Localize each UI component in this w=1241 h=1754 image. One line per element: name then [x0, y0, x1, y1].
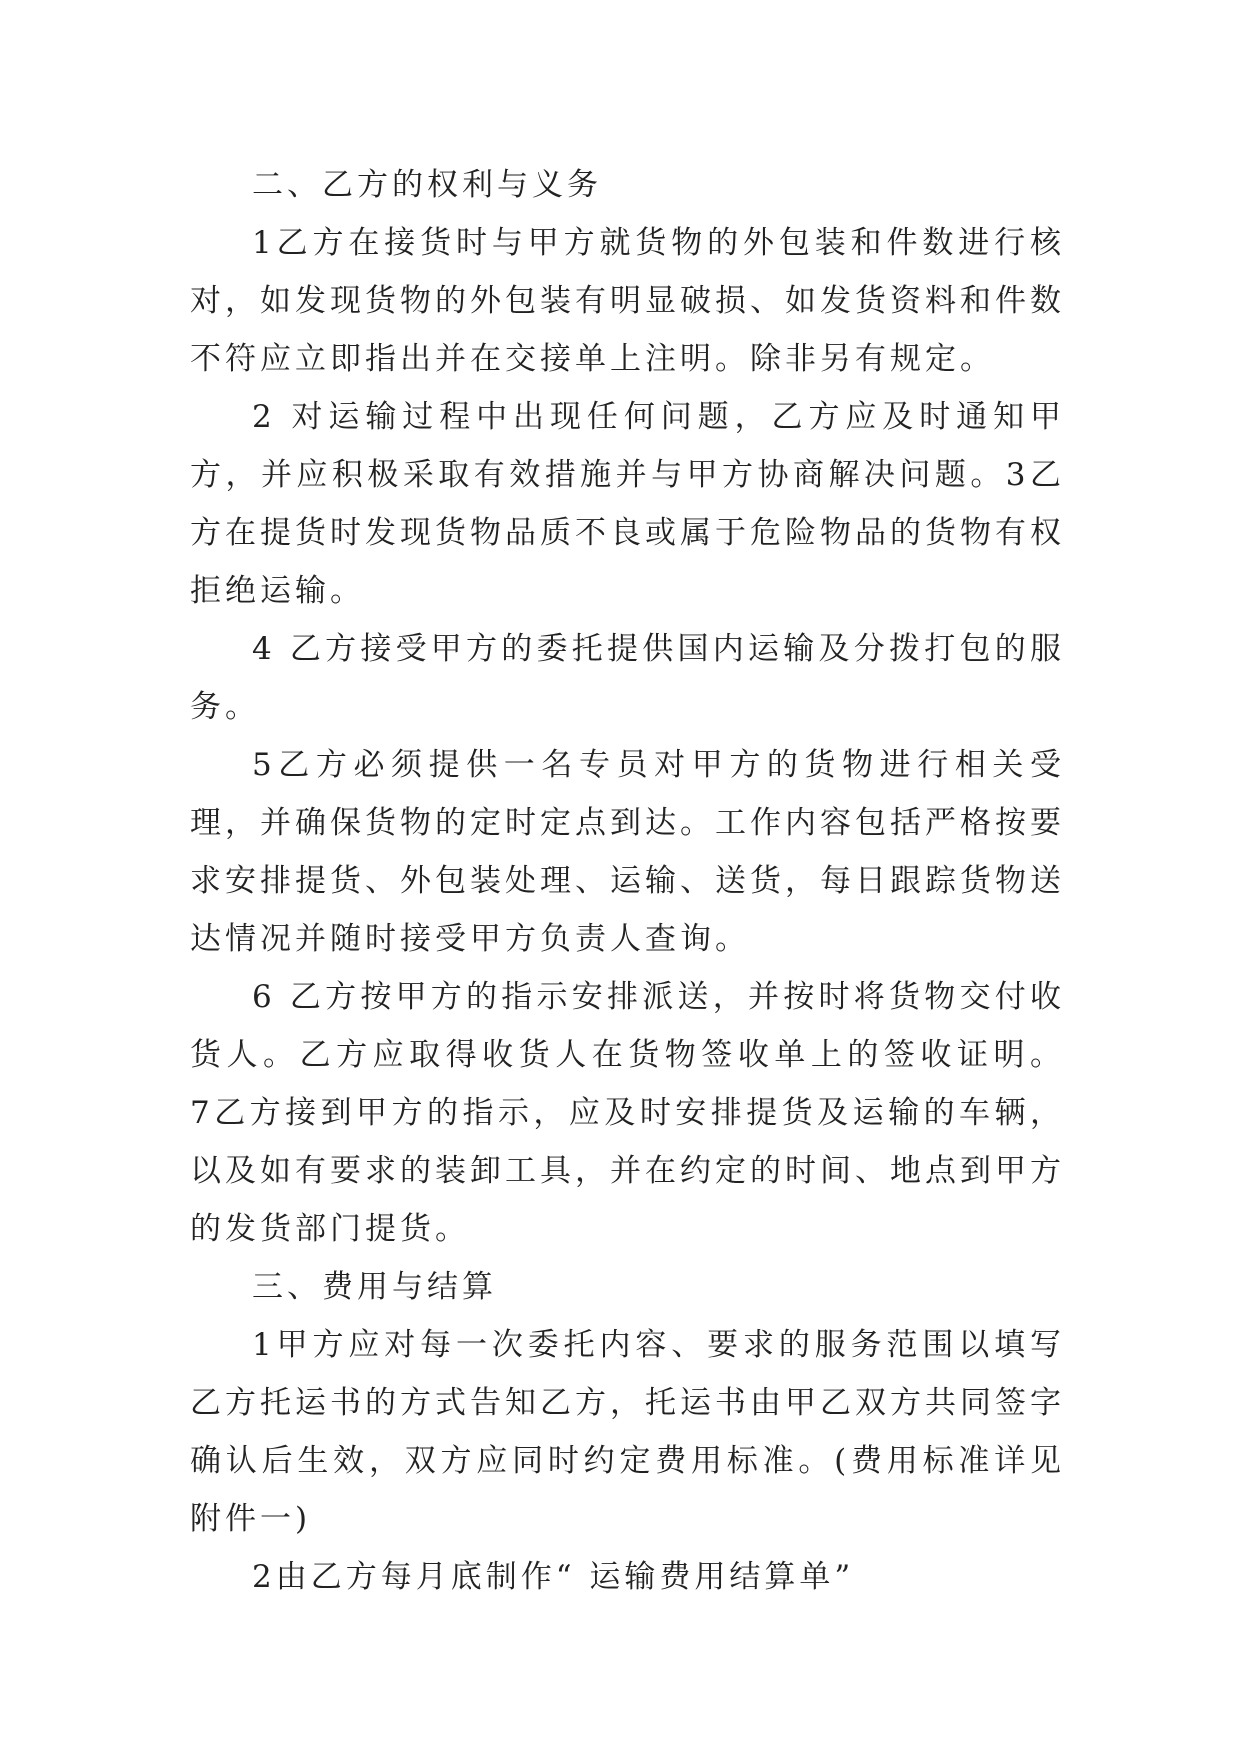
section-heading-party-b-rights: 二、乙方的权利与义务 — [252, 167, 602, 203]
section-heading-fees-settlement: 三、费用与结算 — [252, 1269, 497, 1305]
paragraph-entrusted-services: 4 乙方接受甲方的委托提供国内运输及分拨打包的服务。 — [190, 631, 1065, 725]
paragraph-goods-inspection: 1乙方在接货时与甲方就货物的外包装和件数进行核对，如发现货物的外包装有明显破损、如发货资料和件数不符应立即指出并在交接单上注明。除非另有规定。 — [190, 225, 1065, 377]
paragraph-fee-standard: 1甲方应对每一次委托内容、要求的服务范围以填写乙方托运书的方式告知乙方，托运书由甲乙双方共同签字确认后生效，双方应同时约定费用标准。(费用标准详见附件一) — [190, 1327, 1065, 1537]
paragraph-transport-problems: 2 对运输过程中出现任何问题，乙方应及时通知甲方，并应积极采取有效措施并与甲方协商解决问题。3乙方在提货时发现货物品质不良或属于危险物品的货物有权拒绝运输。 — [190, 399, 1065, 609]
paragraph-delivery-instructions: 6 乙方按甲方的指示安排派送，并按时将货物交付收货人。乙方应取得收货人在货物签收单上的签收证明。 7乙方接到甲方的指示，应及时安排提货及运输的车辆，以及如有要求的装卸工具，并在约定的时间、地点到甲方的发货部门提货。 — [190, 979, 1065, 1247]
paragraph-monthly-statement: 2由乙方每月底制作“ 运输费用结算单” — [252, 1559, 855, 1595]
paragraph-dedicated-staff: 5乙方必须提供一名专员对甲方的货物进行相关受理，并确保货物的定时定点到达。工作内容包括严格按要求安排提货、外包装处理、运输、送货，每日跟踪货物送达情况并随时接受甲方负责人查询。 — [190, 747, 1065, 957]
document-body — [190, 156, 1065, 1606]
